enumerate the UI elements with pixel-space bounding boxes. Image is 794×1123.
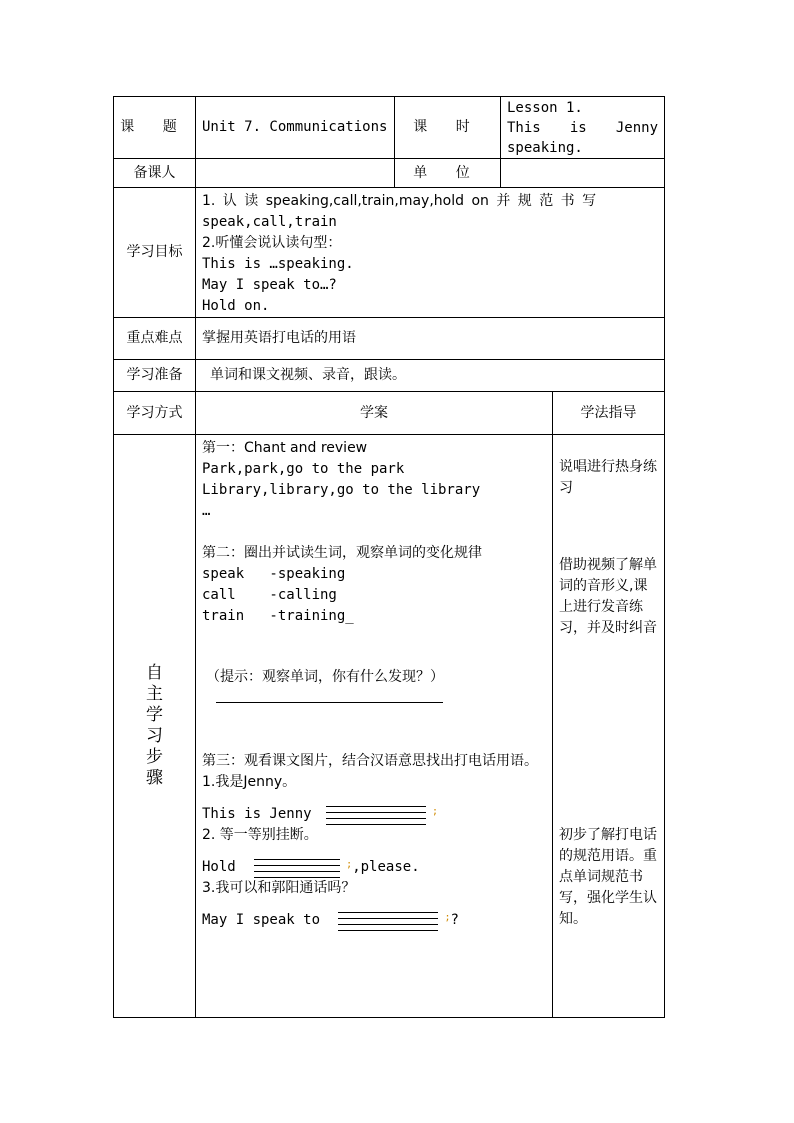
q2-suffix: ,please.: [352, 859, 420, 875]
row-topic: [114, 97, 665, 159]
plan-header: 学案: [196, 392, 553, 435]
answer-line: [216, 688, 443, 703]
preparer-value: [196, 159, 395, 188]
part1-line-2: Library,library,go to the library: [202, 482, 481, 498]
part3-title: 第三：观看课文图片，结合汉语意思找出打电话用语。: [202, 753, 538, 769]
part2-hint: （提示：观察单词，你有什么发现？）: [206, 669, 444, 685]
side-char: 主: [146, 684, 163, 704]
part3-q1-en: [202, 801, 546, 825]
part2-line-3: train -training_: [202, 608, 354, 624]
guide-header: 学法指导: [553, 392, 665, 435]
part2-line-1: speak -speaking: [202, 566, 346, 582]
side-char: 步: [146, 747, 163, 767]
row-goals: [114, 188, 665, 318]
part3-q2-en: [202, 854, 546, 878]
row-steps: [114, 435, 665, 1018]
side-char: 自: [146, 663, 163, 683]
preparation-label: 学习准备: [114, 360, 196, 392]
goal-line-3: 2.听懂会说认读句型：: [202, 235, 342, 251]
goal-line-2: speak,call,train: [202, 214, 337, 230]
tick-mark: ;: [444, 912, 451, 923]
topic-value: Unit 7. Communications: [196, 97, 395, 159]
goals-label: 学习目标: [114, 188, 196, 318]
guidance-column: [553, 435, 665, 1018]
guidance-2: 借助视频了解单词的音形义,课上进行发音练习，并及时纠音: [559, 557, 657, 636]
q3-suffix: ?: [450, 912, 459, 928]
q1-prefix: This is Jenny: [202, 806, 312, 822]
tick-mark: ;: [346, 859, 353, 870]
preparer-label: 备课人: [114, 159, 196, 188]
period-line-1: Lesson 1.: [507, 99, 583, 116]
part3-q3-en: [202, 907, 546, 931]
part2-title: 第二：圈出并试读生词，观察单词的变化规律: [202, 545, 482, 561]
part2-line-2: call -calling: [202, 587, 337, 603]
part1-line-1: Park,park,go to the park: [202, 461, 405, 477]
q3-prefix: May I speak to: [202, 912, 321, 928]
side-char: 骤: [146, 768, 163, 788]
part1-line-3: …: [202, 503, 211, 519]
q3-writing-lines: [338, 907, 438, 931]
topic-label: 课 题: [114, 97, 196, 159]
q2-writing-lines: [254, 854, 340, 878]
q2-prefix: Hold: [202, 859, 236, 875]
preparation-value: 单词和课文视频、录音，跟读。: [196, 360, 665, 392]
steps-side-label: [114, 435, 196, 1018]
row-method: [114, 392, 665, 435]
part3-q3-cn: 3.我可以和郭阳通话吗？: [202, 880, 356, 896]
side-char: 习: [146, 726, 163, 746]
goals-content: [196, 188, 665, 318]
part1-title: 第一：Chant and review: [202, 440, 368, 456]
goal-line-5: May I speak to…?: [202, 277, 337, 293]
row-preparer: [114, 159, 665, 188]
lesson-plan-table: [113, 96, 665, 1018]
period-label: 课 时: [395, 97, 501, 159]
study-plan-content: [196, 435, 553, 1018]
method-label: 学习方式: [114, 392, 196, 435]
row-preparation: [114, 360, 665, 392]
period-line-3: speaking.: [507, 139, 583, 156]
unit-label: 单 位: [395, 159, 501, 188]
period-line-2: This is Jenny: [507, 119, 659, 136]
side-char: 学: [146, 705, 163, 725]
key-points-value: 掌握用英语打电话的用语: [196, 318, 665, 360]
guidance-1: 说唱进行热身练习: [559, 459, 657, 496]
key-points-label: 重点难点: [114, 318, 196, 360]
tick-mark: ;: [432, 806, 439, 817]
goal-line-1: 1. 认 读 speaking,call,train,may,hold on 并 规 范 书 写: [202, 193, 597, 209]
guidance-3: 初步了解打电话的规范用语。重点单词规范书写，强化学生认知。: [559, 827, 657, 927]
part3-q1-cn: 1.我是Jenny。: [202, 774, 297, 790]
unit-value: [501, 159, 665, 188]
period-value: [501, 97, 665, 159]
q1-writing-lines: [326, 801, 426, 825]
part3-q2-cn: 2. 等一等别挂断。: [202, 827, 318, 843]
goal-line-4: This is …speaking.: [202, 256, 354, 272]
row-key-points: [114, 318, 665, 360]
goal-line-6: Hold on.: [202, 298, 270, 314]
